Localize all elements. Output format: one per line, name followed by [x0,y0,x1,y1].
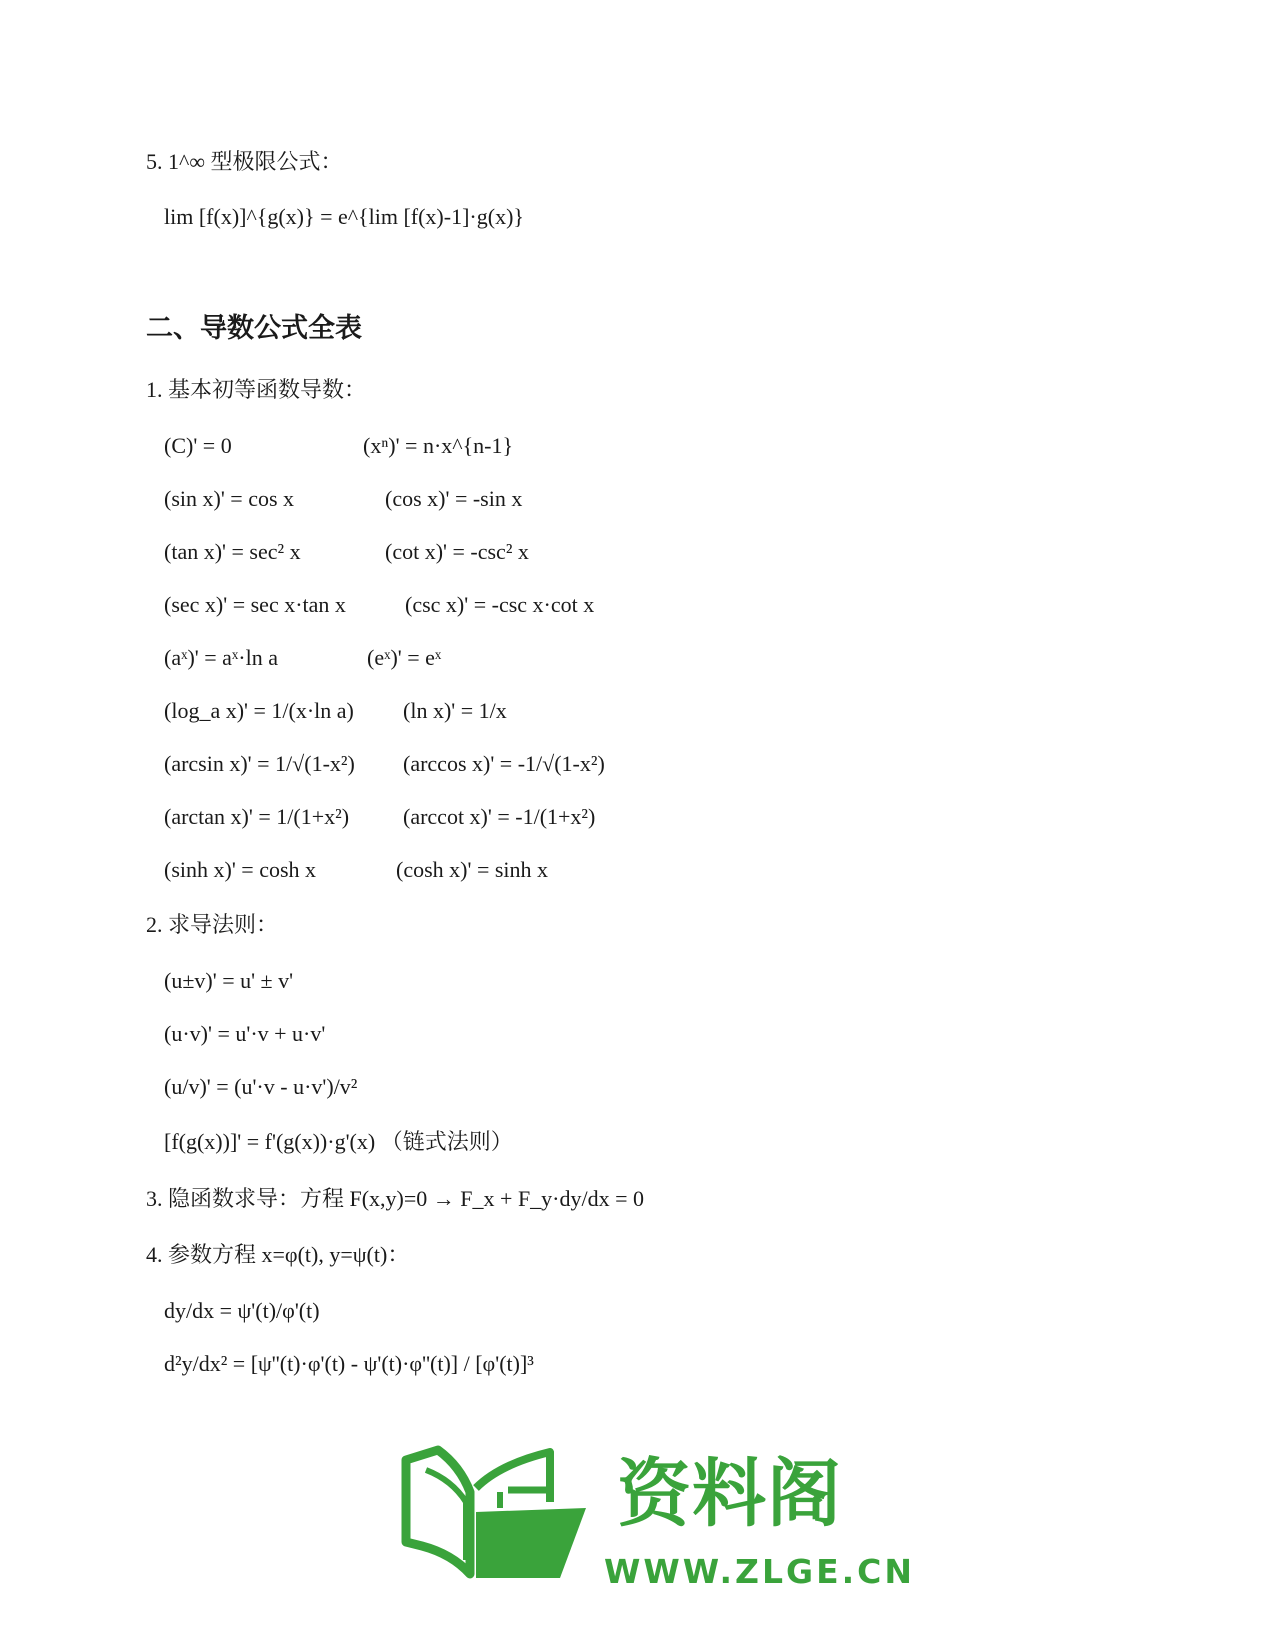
item5-formula: lim [f(x)]^{g(x)} = e^{lim [f(x)-1]·g(x)} [164,204,524,229]
parametric-item: d²y/dx² = [ψ''(t)·φ'(t) - ψ'(t)·φ''(t)] / [φ'(t)]³ [164,1351,534,1376]
basic-heading: 1. 基本初等函数导数： [146,377,367,402]
rule-item: (u±v)' = u' ± v' [164,968,294,993]
formula-right: (arccot x)' = -1/(1+x²) [403,804,596,829]
implicit-heading: 3. 隐函数求导：方程 F(x,y)=0 → F_x + F_y·dy/dx = 0 [146,1186,645,1211]
rule-item: (u·v)' = u'·v + u·v' [164,1021,326,1046]
parametric-item: dy/dx = ψ'(t)/φ'(t) [164,1298,320,1323]
parametric-heading: 4. 参数方程 x=φ(t), y=ψ(t)： [146,1242,410,1267]
formula-left: (sinh x)' = cosh x [164,857,317,882]
logo-url: WWW.ZLGE.CN [604,1552,916,1591]
section-title: 二、导数公式全表 [146,313,362,344]
formula-right: (eˣ)' = eˣ [367,645,442,670]
formula-right: (csc x)' = -csc x·cot x [405,592,595,617]
logo-name: 资料阁 [617,1451,842,1537]
formula-left: (tan x)' = sec² x [164,539,301,564]
formula-left: (sin x)' = cos x [164,486,295,511]
formula-left: (arcsin x)' = 1/√(1-x²) [164,751,355,776]
formula-right: (xⁿ)' = n·x^{n-1} [363,433,514,458]
book-logo-icon [400,1442,600,1582]
rules-heading: 2. 求导法则： [146,912,279,937]
formula-right: (cos x)' = -sin x [385,486,523,511]
rule-item: (u/v)' = (u'·v - u·v')/v² [164,1074,358,1099]
item5-heading: 5. 1^∞ 型极限公式： [146,149,343,174]
formula-right: (cosh x)' = sinh x [396,857,549,882]
formula-right: (arccos x)' = -1/√(1-x²) [403,751,605,776]
formula-left: (C)' = 0 [164,433,232,458]
formula-left: (arctan x)' = 1/(1+x²) [164,804,350,829]
formula-left: (sec x)' = sec x·tan x [164,592,346,617]
formula-right: (ln x)' = 1/x [403,698,507,723]
formula-left: (aˣ)' = aˣ·ln a [164,645,278,670]
rule-item: [f(g(x))]' = f'(g(x))·g'(x) （链式法则） [164,1129,513,1154]
formula-right: (cot x)' = -csc² x [385,539,529,564]
formula-left: (log_a x)' = 1/(x·ln a) [164,698,354,723]
